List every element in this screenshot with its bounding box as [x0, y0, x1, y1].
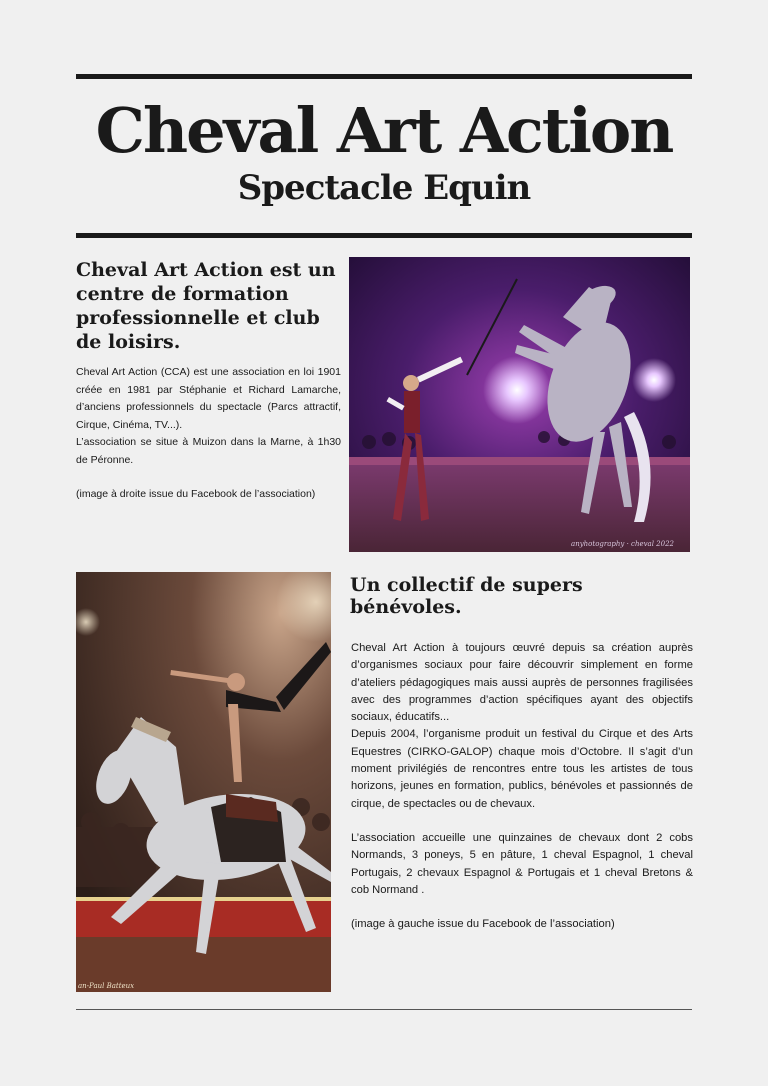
section-2-image-credit: (image à gauche issue du Facebook de l’association) [351, 918, 615, 931]
section-2-paragraph-3: L’association accueille une quinzaines de chevaux dont 2 cobs Normands, 3 poneys, 5 en pâture, 1 cheval Espagnol, 1 cheval Portugais, 2 chevaux Espagnol & Portugais et 1 cheval Bretons & cob Normand . [351, 831, 693, 896]
section-2-paragraph-2: Depuis 2004, l’organisme produit un festival du Cirque et des Arts Equestres (CIRKO-GALOP) chaque mois d’Octobre. Il s’agit d’un moment privilégiés de rencontres entre tous les artistes de tous horizons, jeunes en formation, publics, bénévoles et passionnés de cirque, de spectacles ou de chevaux. [351, 728, 693, 810]
section-1-paragraph-2: L’association se situe à Muizon dans la Marne, à 1h30 de Péronne. [76, 436, 341, 466]
page-subtitle: Spectacle Equin [237, 168, 531, 208]
page-title: Cheval Art Action [95, 94, 673, 167]
section-2-text [351, 640, 693, 933]
section-2-heading: Un collectif de supers bénévoles. [350, 574, 583, 618]
top-divider [76, 74, 692, 79]
section-1-heading: Cheval Art Action est un centre de formation professionnelle et club de loisirs. [76, 259, 336, 353]
horse-vaulting-photo [76, 572, 331, 992]
section-1-paragraph-1: Cheval Art Action (CCA) est une association en loi 1901 créée en 1981 par Stéphanie et Richard Lamarche, d’anciens professionnels du spectacle (Parcs attractif, Cirque, Cinéma, TV...). [76, 366, 341, 431]
horse-rearing-photo [349, 257, 690, 552]
left-photo-watermark: an-Paul Batteux [78, 982, 135, 990]
section-2-paragraph-1: Cheval Art Action à toujours œuvré depuis sa création auprès d’organismes sociaux pour faire découvrir simplement en forme d’ateliers pédagogiques mais aussi auprès de personnes fragilisées avec des programmes d’action spécifiques ayant des objectifs sociaux, éducatifs... [351, 642, 693, 724]
header-divider [76, 233, 692, 238]
footer-divider [76, 1009, 692, 1010]
right-photo-watermark: anyhotography · cheval 2022 [571, 540, 674, 548]
section-1-text [76, 364, 341, 504]
section-1-image-credit: (image à droite issue du Facebook de l’association) [76, 488, 316, 500]
